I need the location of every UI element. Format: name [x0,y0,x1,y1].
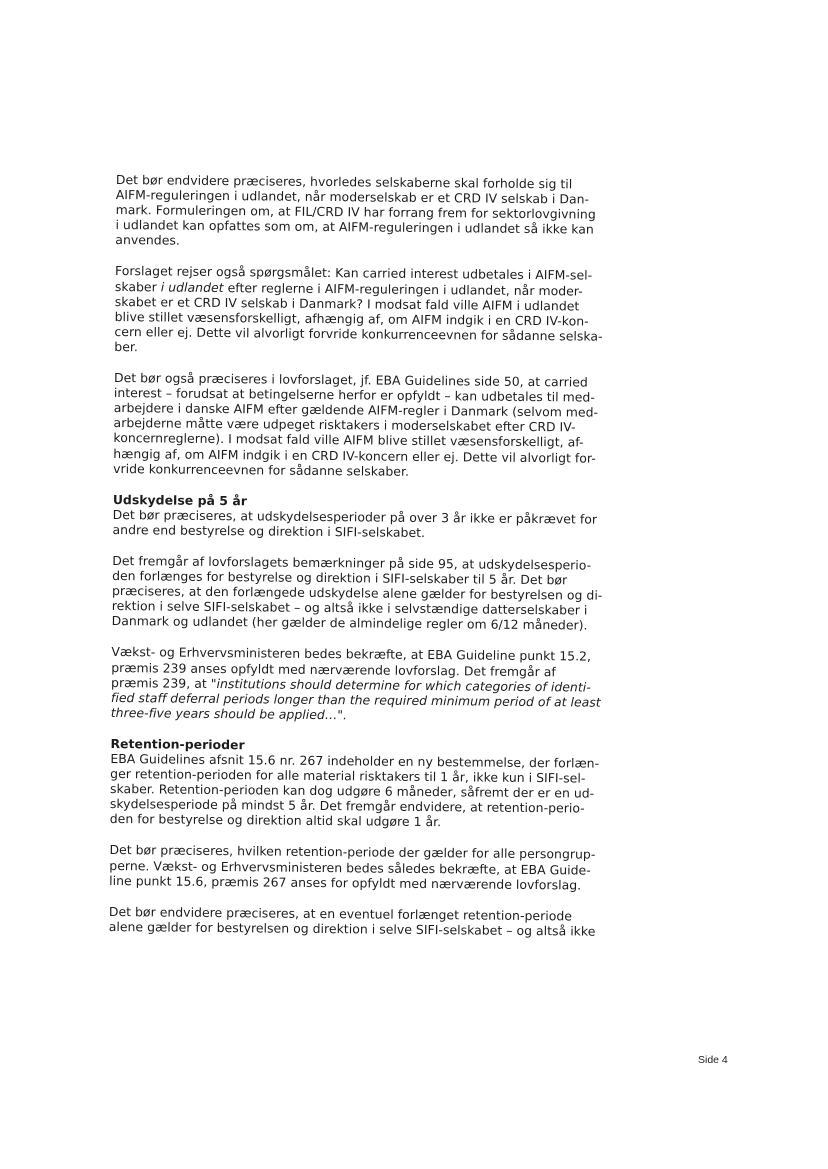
text-line: koncernreglerne). I modsat fald ville AIFM blive stillet væsensforskelligt, af- [113,430,584,450]
text-line: skydelsesperiode på mindst 5 år. Det fremgår endvidere, at retention-perio- [109,796,585,816]
text-line: Det bør endvidere præciseres, hvorledes selskaberne skal forholde sig til [115,172,573,192]
text-line: mark. Formuleringen om, at FIL/CRD IV har forrang frem for sektorlovgivning [115,202,596,222]
text-line: line punkt 15.6, præmis 267 anses for opfyldt med nærværende lovforslag. [109,872,582,893]
text-line: Det bør også præciseres i lovforslaget, jf. EBA Guidelines side 50, at carried [113,370,588,390]
text-line: ger retention-perioden for alle material risktakers til 1 år, ikke kun i SIFI-sel- [110,766,586,786]
text-line: alene gælder for bestyrelsen og direktion i selve SIFI-selskabet – og altså ikke [108,918,596,939]
text-line: Vækst- og Erhvervsministeren bedes bekræfte, at EBA Guideline punkt 15.2, [111,644,592,665]
paragraph-9 [109,904,633,939]
paragraph-1 [115,172,640,252]
text-line: Det bør præciseres, at udskydelsesperioder på over 3 år ikke er påkrævet for [112,506,598,527]
text-line: arbejderne måtte være udpeget risktakers i moderselskabet efter CRD IV- [113,415,576,435]
paragraph-5 [112,553,637,633]
text-segment: skaber [114,278,161,294]
text-line: Det fremgår af lovforslagets bemærkninger på side 95, at udskydelsesperio- [112,552,592,573]
text-line: hængig af, om AIFM indgik i en CRD IV-koncern eller ej. Dette vil alvorligt for- [113,445,596,466]
text-line: AIFM-reguleringen i udlandet, når moderselskab er et CRD IV selskab i Dan- [115,187,590,207]
text-line: EBA Guidelines afsnit 15.6 nr. 267 indeholder en ny bestemmelse, der forlæn- [110,750,600,771]
text-line: ber. [114,338,138,355]
text-line: interest – forudsat at betingelserne herfor er opfyldt – kan udbetales til med- [113,385,595,405]
page-number: Side 4 [698,1054,728,1066]
text-line: præmis 239 anses opfyldt med nærværende lovforslag. Det fremgår af [111,659,556,679]
text-line: præciseres, at den forlængede udskydelse alene gælder for bestyrelsen og di- [111,583,603,603]
text-segment: præmis 239, at [111,674,211,691]
text-line: i udlandet kan opfattes som om, at AIFM-reguleringen i udlandet så ikke kan [115,217,594,237]
text-line: arbejdere i danske AIFM efter gældende AIFM-regler i Danmark (selvom med- [113,400,599,420]
emphasis-text: i udlandet [160,278,224,295]
section-udskydelse [112,492,636,542]
section-retention [110,736,635,832]
text-line: andre end bestyrelse og direktion i SIFI-selskabet. [112,521,426,540]
text-line: Danmark og udlandet (her gælder de almindelige regler om 6/12 måneder). [111,613,588,633]
text-segment: efter reglerne i AIFM-reguleringen i udlandet, når moder- [223,279,583,299]
paragraph-8 [109,842,633,892]
text-line: blive stillet væsensforskelligt, afhængig af, om AIFM indgik i en CRD IV-kon- [114,308,589,329]
section-heading: Retention-perioder [110,735,245,753]
quote-text: "institutions should determine for which categories of identi- [210,675,591,695]
text-line: cern eller ej. Dette vil alvorligt forvride konkurrenceevnen for sådanne selska- [114,323,603,344]
text-line: den for bestyrelse og direktion altid skal udgøre 1 år. [109,811,442,830]
text-line: Det bør endvidere præciseres, at en eventuel forlænget retention-periode [108,903,573,924]
text-line: vride konkurrenceevnen for sådanne selskaber. [113,460,410,479]
text-line: den forlænges for bestyrelse og direktion i SIFI-selskaber til 5 år. Det bør [112,568,568,588]
text-line: Det bør præciseres, hvilken retention-periode der gælder for alle persongrup- [109,842,596,863]
text-line: Forslaget rejser også spørgsmålet: Kan carried interest udbetales i AIFM-sel- [114,263,593,284]
paragraph-2 [114,263,639,359]
paragraph-3 [113,370,638,481]
text-line: skabet er et CRD IV selskab i Danmark? I modsat fald ville AIFM i udlandet [114,293,580,314]
quote-line: three-five years should be applied…". [110,704,348,723]
text-line: perne. Vækst- og Erhvervsministeren bedes således bekræfte, at EBA Guide- [109,857,591,878]
text-line: skaber. Retention-perioden kan dog udgøre 6 måneder, såfremt der er en ud- [110,781,595,801]
paragraph-6 [111,644,636,724]
section-heading: Udskydelse på 5 år [112,491,248,508]
quote-line: fied staff deferral periods longer than the required minimum period of at least [110,689,601,710]
text-line: anvendes. [115,232,181,248]
document-body [109,172,640,955]
text-line: rektion i selve SIFI-selskabet – og altså ikke i selvstændige datterselskaber i [111,598,588,618]
